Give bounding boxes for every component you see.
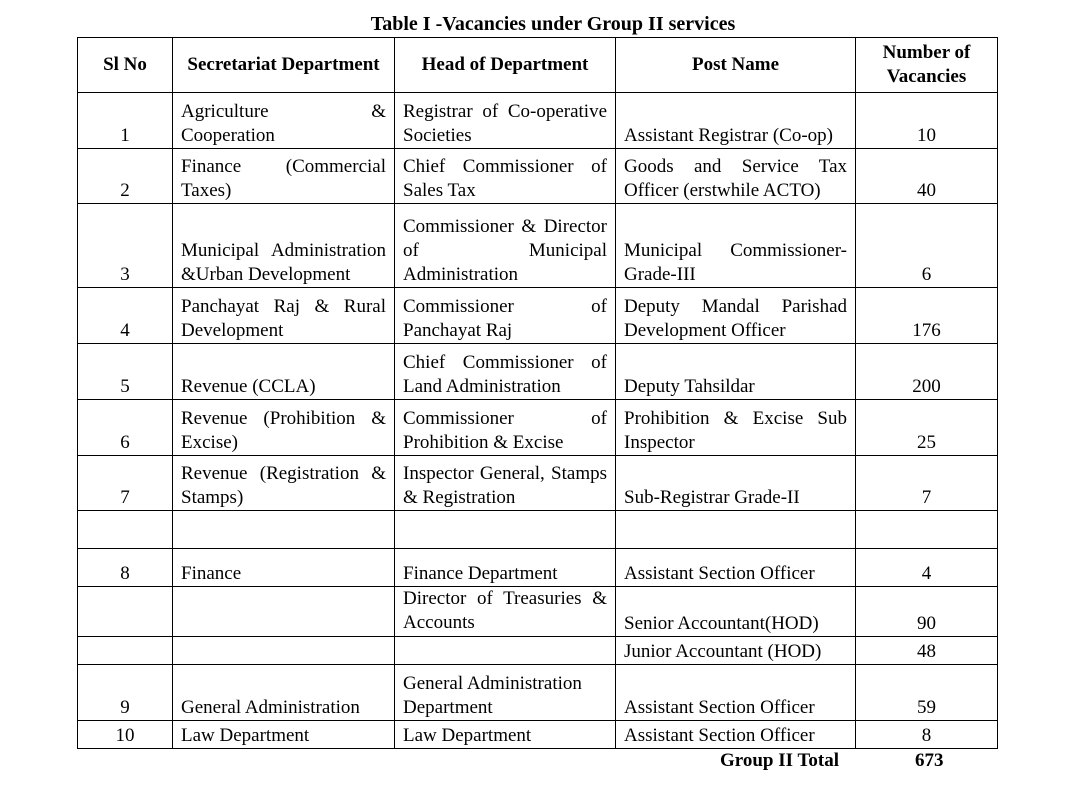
cell-vacancies: 59 — [856, 665, 998, 721]
cell-dept: Municipal Administration &Urban Development — [173, 204, 395, 288]
cell-post: Municipal Commissioner-Grade-III — [616, 204, 856, 288]
cell-sl: 1 — [78, 93, 173, 149]
cell-post — [616, 511, 856, 549]
cell-hod: Law Department — [395, 721, 616, 749]
cell-dept: Revenue (Registration & Stamps) — [173, 456, 395, 511]
cell-vacancies: 48 — [856, 637, 998, 665]
table-row — [78, 637, 998, 665]
cell-dept: Agriculture & Cooperation — [173, 93, 395, 149]
cell-sl — [78, 637, 173, 665]
cell-post: Deputy Mandal Parishad Development Officer — [616, 288, 856, 344]
cell-vacancies: 90 — [856, 587, 998, 637]
cell-post: Sub-Registrar Grade-II — [616, 456, 856, 511]
table-row — [78, 93, 998, 149]
cell-post: Assistant Section Officer — [616, 665, 856, 721]
cell-post: Junior Accountant (HOD) — [616, 637, 856, 665]
cell-hod — [395, 637, 616, 665]
cell-post: Prohibition & Excise Sub Inspector — [616, 400, 856, 456]
cell-hod: Inspector General, Stamps & Registration — [395, 456, 616, 511]
cell-sl: 9 — [78, 665, 173, 721]
cell-dept: Finance — [173, 549, 395, 587]
cell-hod: Chief Commissioner of Sales Tax — [395, 149, 616, 204]
cell-dept: Revenue (Prohibition & Excise) — [173, 400, 395, 456]
cell-dept: Law Department — [173, 721, 395, 749]
table-row — [78, 204, 998, 288]
cell-sl: 10 — [78, 721, 173, 749]
cell-vacancies: 7 — [856, 456, 998, 511]
cell-sl: 2 — [78, 149, 173, 204]
cell-dept — [173, 637, 395, 665]
cell-dept — [173, 587, 395, 637]
table-row — [78, 549, 998, 587]
cell-vacancies: 4 — [856, 549, 998, 587]
table-row — [78, 511, 998, 549]
cell-sl — [78, 587, 173, 637]
table-row — [78, 149, 998, 204]
cell-post: Assistant Section Officer — [616, 549, 856, 587]
cell-hod: Commissioner & Director of Municipal Administration — [395, 204, 616, 288]
table-title: Table I -Vacancies under Group II services — [370, 13, 736, 35]
cell-sl — [78, 511, 173, 549]
cell-sl: 7 — [78, 456, 173, 511]
cell-vacancies: 25 — [856, 400, 998, 456]
cell-post: Senior Accountant(HOD) — [616, 587, 856, 637]
header-sl-no: Sl No — [78, 38, 173, 93]
cell-sl: 6 — [78, 400, 173, 456]
cell-hod — [395, 511, 616, 549]
table-row — [78, 400, 998, 456]
table-row — [78, 288, 998, 344]
cell-hod: General Administration Department — [395, 665, 616, 721]
group-total-label: Group II Total — [720, 750, 839, 771]
cell-vacancies: 40 — [856, 149, 998, 204]
cell-hod: Finance Department — [395, 549, 616, 587]
cell-vacancies: 8 — [856, 721, 998, 749]
cell-hod: Commissioner of Panchayat Raj — [395, 288, 616, 344]
cell-dept: General Administration — [173, 665, 395, 721]
cell-dept: Finance (Commercial Taxes) — [173, 149, 395, 204]
header-row — [78, 38, 998, 93]
cell-sl: 8 — [78, 549, 173, 587]
cell-vacancies — [856, 511, 998, 549]
cell-sl: 5 — [78, 344, 173, 400]
cell-vacancies: 176 — [856, 288, 998, 344]
cell-dept: Panchayat Raj & Rural Development — [173, 288, 395, 344]
table-row — [78, 344, 998, 400]
cell-vacancies: 6 — [856, 204, 998, 288]
header-post-name: Post Name — [616, 38, 856, 93]
cell-hod: Director of Treasuries & Accounts — [395, 587, 616, 637]
cell-post: Deputy Tahsildar — [616, 344, 856, 400]
header-head-of-department: Head of Department — [395, 38, 616, 93]
header-secretariat-department: Secretariat Department — [173, 38, 395, 93]
table-row — [78, 587, 998, 637]
cell-post: Assistant Section Officer — [616, 721, 856, 749]
table-row — [78, 665, 998, 721]
cell-hod: Chief Commissioner of Land Administration — [395, 344, 616, 400]
header-number-of-vacancies: Number of Vacancies — [856, 38, 998, 93]
table-row — [78, 456, 998, 511]
cell-hod: Commissioner of Prohibition & Excise — [395, 400, 616, 456]
cell-vacancies: 10 — [856, 93, 998, 149]
cell-post: Goods and Service Tax Officer (erstwhile ACTO) — [616, 149, 856, 204]
cell-sl: 4 — [78, 288, 173, 344]
table-row — [78, 721, 998, 749]
cell-dept — [173, 511, 395, 549]
cell-sl: 3 — [78, 204, 173, 288]
cell-hod: Registrar of Co-operative Societies — [395, 93, 616, 149]
cell-post: Assistant Registrar (Co-op) — [616, 93, 856, 149]
group-total-value: 673 — [915, 750, 944, 771]
cell-vacancies: 200 — [856, 344, 998, 400]
cell-dept: Revenue (CCLA) — [173, 344, 395, 400]
vacancies-table — [77, 37, 998, 749]
